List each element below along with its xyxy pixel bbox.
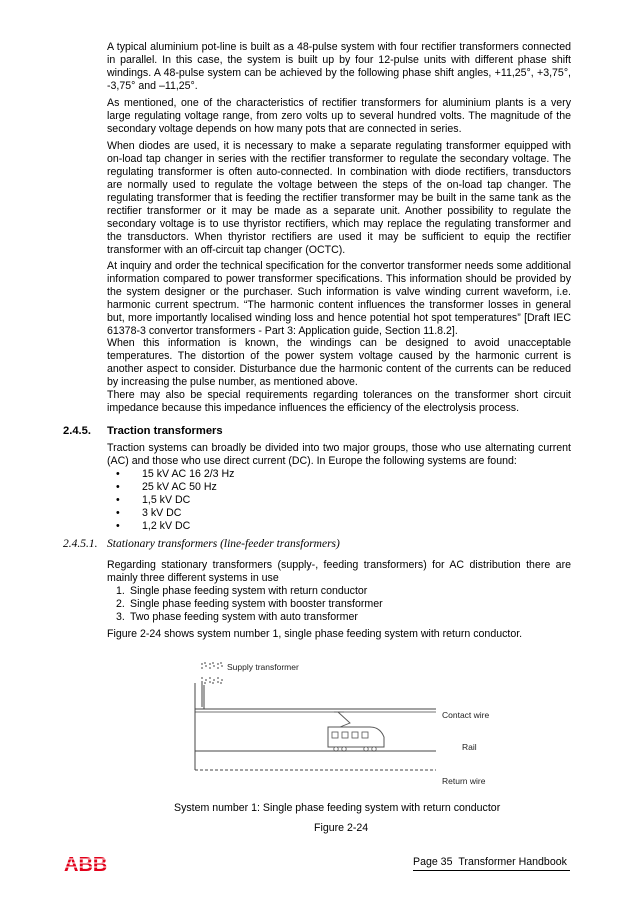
traction-systems-list: [113, 468, 234, 533]
list-item: 1. Single phase feeding system with return conductor: [116, 585, 368, 597]
pantograph-symbol: [334, 712, 350, 727]
supply-transformer-label: Supply transformer: [227, 662, 299, 672]
subsection-title: Stationary transformers (line-feeder transformers): [107, 538, 340, 550]
paragraph-traction-intro: Traction systems can broadly be divided into two major groups, those who use alternating current (AC) and those who use direct current (DC). In Europe the following systems are found:: [107, 442, 571, 467]
return-wire-label: Return wire: [442, 776, 486, 786]
page-footer: [413, 856, 567, 868]
list-item: • 1,2 kV DC: [113, 520, 234, 533]
footer-divider: [413, 870, 570, 871]
subsection-number: 2.4.5.1.: [63, 538, 98, 550]
section-number: 2.4.5.: [63, 425, 91, 437]
section-heading-traction: [63, 425, 223, 437]
list-item: 3. Two phase feeding system with auto transformer: [116, 611, 358, 623]
list-item: 2. Single phase feeding system with booster transformer: [116, 598, 383, 610]
feeding-system-diagram: [190, 655, 500, 795]
paragraph-tolerances: There may also be special requirements regarding tolerances on the transformer short circuit impedance because this impedance influences the efficiency of the electrolysis process.: [107, 389, 571, 414]
feeding-systems-list: [113, 585, 383, 624]
train-symbol: [328, 727, 384, 751]
subsection-heading-stationary: [63, 538, 340, 550]
abb-logo-text: ABB: [64, 854, 108, 874]
paragraph-figure-reference: Figure 2-24 shows system number 1, single phase feeding system with return conductor.: [107, 628, 523, 640]
paragraph-harmonics: When this information is known, the windings can be designed to avoid unacceptable temperatures. The distortion of the power system voltage caused by the harmonic current is another aspect to consider. Disturbance due the harmonic content of the currents can be reduced by increasing the pulse number, as mentioned above.: [107, 337, 571, 388]
paragraph-regulating-range: As mentioned, one of the characteristics of rectifier transformers for aluminium plants is a very large regulating voltage range, from zero volts up to several hundred volts. The magnitude of the secondary voltage depends on how many pots that are connected in series.: [107, 97, 571, 135]
handbook-title: Transformer Handbook: [458, 856, 567, 868]
paragraph-stationary-intro: Regarding stationary transformers (supply-, feeding transformers) for AC distribution there are mainly three different systems in use: [107, 559, 571, 584]
list-item: • 3 kV DC: [113, 507, 234, 520]
rail-label: Rail: [462, 742, 477, 752]
paragraph-diodes: When diodes are used, it is necessary to make a separate regulating transformer equipped with on-load tap changer in series with the rectifier transformer to regulate the secondary voltage. The regulating transformer is often auto-connected. In combination with diode rectifiers, transductors are normally used to regulate the voltage between the steps of the on-load tap changer. The regulating transformer that is feeding the rectifier transformer may be built in the same tank as the rectifier transformer or it may be made as a separate unit. Another possibility to regulate the secondary voltage is to use thyristor rectifiers, which may replace the regulating transformer and the transductors. When thyristor rectifiers are used it may be sufficient to equip the rectifier transformer with an off-circuit tap changer (OCTC).: [107, 140, 571, 256]
abb-logo: [64, 854, 108, 874]
paragraph-inquiry: At inquiry and order the technical specification for the convertor transformer needs some additional information compared to power transformer specifications. This information should be provided by the system designer or the purchaser. Such information is valve winding current waveform, i.e. harmonic current spectrum. “The harmonic content influences the transformer losses in general but, more importantly localised winding loss and hence potential hot spot temperatures” [Draft IEC 61378-3 convertor transformers - Part 3: Application guide, Section 11.8.2].: [107, 260, 571, 337]
supply-transformer-symbol: [202, 663, 222, 683]
contact-wire-label: Contact wire: [442, 710, 490, 720]
list-item: • 25 kV AC 50 Hz: [113, 481, 234, 494]
figure-number: Figure 2-24: [314, 822, 369, 834]
list-item: • 1,5 kV DC: [113, 494, 234, 507]
list-item: • 15 kV AC 16 2/3 Hz: [113, 468, 234, 481]
paragraph-pot-line: A typical aluminium pot-line is built as a 48-pulse system with four rectifier transformers connected in parallel. In this case, the system is built up by four 12-pulse units with different phase shift windings. A 48-pulse system can be achieved by the following phase shift angles, +11,25°, +3,75°, -3,75° and –11,25°.: [107, 41, 571, 92]
section-title: Traction transformers: [107, 425, 223, 437]
page-number: Page 35: [413, 856, 453, 868]
figure-caption: System number 1: Single phase feeding system with return conductor: [174, 802, 501, 814]
